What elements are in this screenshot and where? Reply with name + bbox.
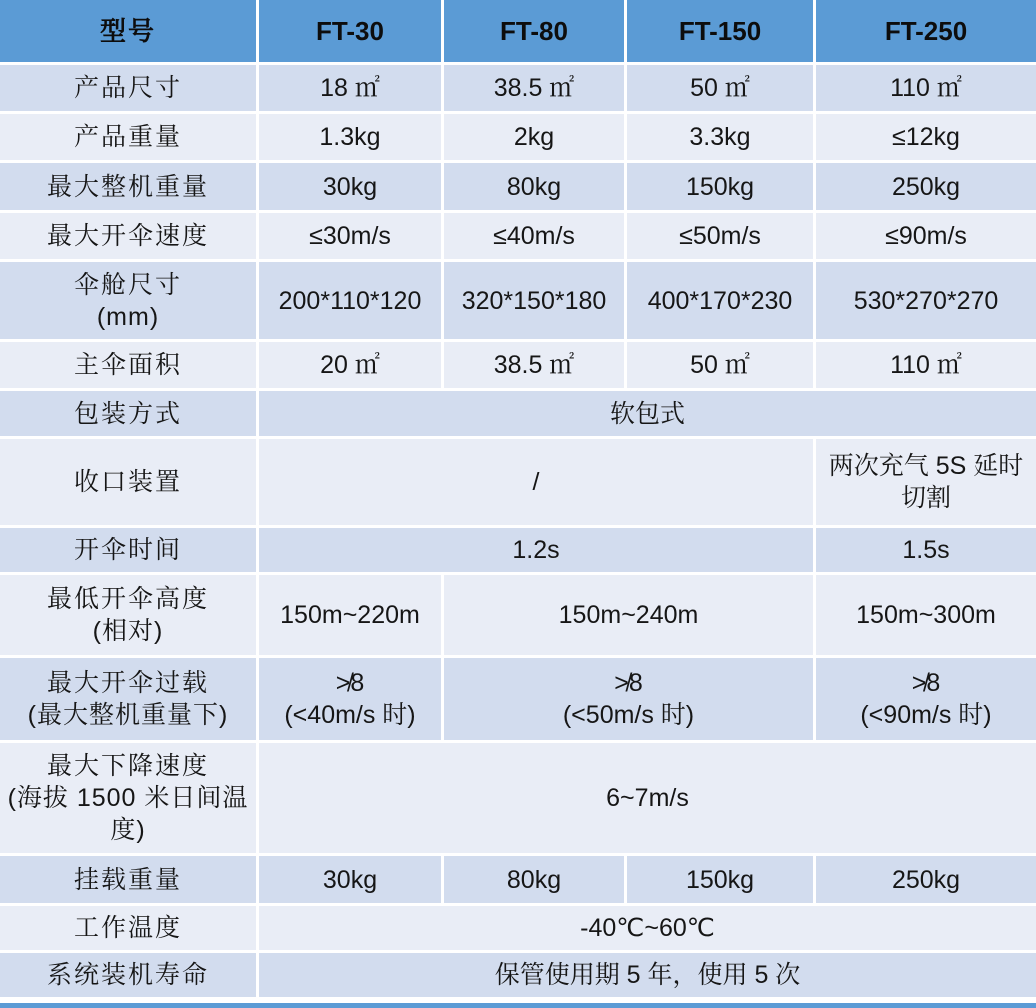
spec-value-cell bbox=[816, 342, 1036, 388]
spec-row-label-subtext: (最大整机重量下) bbox=[27, 701, 229, 729]
table-row bbox=[0, 528, 1036, 572]
spec-value-cell bbox=[627, 163, 813, 210]
header-ft250-text: FT-250 bbox=[884, 16, 968, 46]
spec-value-cell bbox=[816, 213, 1036, 259]
spec-value-cell bbox=[816, 575, 1036, 655]
spec-value-text: 200*110*120 bbox=[278, 286, 422, 315]
spec-value-cell bbox=[816, 65, 1036, 111]
spec-value-text: 400*170*230 bbox=[647, 286, 793, 315]
spec-value-subtext: (<90m/s 时) bbox=[860, 701, 992, 729]
spec-value-cell bbox=[444, 342, 624, 388]
spec-value-text: 110 ㎡ bbox=[890, 74, 962, 102]
table-row bbox=[0, 114, 1036, 160]
spec-value-text: 110 ㎡ bbox=[890, 351, 962, 379]
spec-row-label-text: 工作温度 bbox=[73, 914, 182, 942]
spec-value-cell bbox=[816, 163, 1036, 210]
spec-value-text: 150m~240m bbox=[558, 601, 699, 629]
spec-value-subtext: (<40m/s 时) bbox=[284, 701, 416, 729]
spec-value-text: 1.3kg bbox=[319, 123, 381, 151]
spec-value-cell bbox=[444, 65, 624, 111]
spec-row-label-text: 收口装置 bbox=[73, 468, 182, 496]
spec-value-text: ≯8 bbox=[335, 669, 365, 697]
spec-value-text: 1.5s bbox=[902, 536, 950, 564]
table-row bbox=[0, 342, 1036, 388]
spec-value-cell bbox=[259, 391, 1036, 436]
table-row bbox=[0, 391, 1036, 436]
spec-value-text: 软包式 bbox=[609, 399, 685, 428]
spec-value-cell bbox=[444, 114, 624, 160]
spec-value-text: ≤30m/s bbox=[309, 222, 391, 250]
spec-value-cell bbox=[816, 262, 1036, 339]
table-row bbox=[0, 658, 1036, 740]
spec-row-label bbox=[0, 65, 256, 111]
spec-value-cell bbox=[444, 575, 813, 655]
spec-value-text: 两次充气 5S 延时切割 bbox=[828, 452, 1024, 512]
spec-value-text: 50 ㎡ bbox=[690, 351, 750, 379]
spec-value-text: 6~7m/s bbox=[606, 784, 689, 812]
spec-value-cell bbox=[816, 528, 1036, 572]
spec-value-cell bbox=[259, 342, 441, 388]
spec-value-text: 30kg bbox=[322, 172, 378, 201]
spec-value-text: 30kg bbox=[322, 865, 378, 894]
spec-row-label bbox=[0, 856, 256, 903]
spec-value-text: 50 ㎡ bbox=[690, 74, 750, 102]
spec-value-cell bbox=[444, 856, 624, 903]
spec-value-text: ≯8 bbox=[911, 669, 941, 697]
spec-value-text: 1.2s bbox=[512, 536, 560, 564]
spec-value-text: 3.3kg bbox=[689, 123, 751, 151]
spec-value-text: 18 ㎡ bbox=[320, 74, 380, 102]
spec-row-label-text: 伞舱尺寸 bbox=[73, 270, 182, 299]
spec-value-text: ≤40m/s bbox=[493, 222, 575, 250]
spec-row-label-text: 系统装机寿命 bbox=[46, 961, 209, 989]
spec-row-label bbox=[0, 262, 256, 339]
header-ft250 bbox=[816, 0, 1036, 62]
spec-value-text: ≤50m/s bbox=[679, 222, 761, 250]
spec-value-cell bbox=[259, 163, 441, 210]
spec-value-cell bbox=[259, 856, 441, 903]
header-ft150 bbox=[627, 0, 813, 62]
spec-value-text: / bbox=[532, 468, 540, 496]
spec-row-label bbox=[0, 953, 256, 997]
spec-value-cell bbox=[259, 528, 813, 572]
spec-row-label bbox=[0, 743, 256, 853]
table-row bbox=[0, 575, 1036, 655]
spec-value-subtext: (<50m/s 时) bbox=[562, 701, 695, 729]
table-row bbox=[0, 65, 1036, 111]
spec-value-text: 38.5 ㎡ bbox=[493, 74, 575, 102]
spec-value-text: 150kg bbox=[685, 172, 755, 201]
spec-value-text: ≤12kg bbox=[892, 123, 960, 151]
spec-value-text: 保管使用期 5 年，使用 5 次 bbox=[494, 961, 801, 989]
table-row bbox=[0, 213, 1036, 259]
spec-value-text: 150m~220m bbox=[280, 601, 420, 629]
spec-value-cell bbox=[259, 262, 441, 339]
spec-row-label-text: 主伞面积 bbox=[73, 351, 182, 379]
spec-value-text: 250kg bbox=[891, 172, 961, 201]
spec-value-cell bbox=[259, 114, 441, 160]
spec-value-cell bbox=[627, 65, 813, 111]
table-row bbox=[0, 163, 1036, 210]
spec-value-text: 38.5 ㎡ bbox=[493, 351, 575, 379]
spec-value-cell bbox=[259, 658, 441, 740]
table-row bbox=[0, 262, 1036, 339]
spec-value-cell bbox=[627, 856, 813, 903]
spec-value-cell bbox=[259, 906, 1036, 950]
spec-row-label bbox=[0, 906, 256, 950]
spec-row-label-text: 最大下降速度 bbox=[46, 752, 209, 780]
spec-value-cell bbox=[444, 213, 624, 259]
spec-row-label-text: 产品尺寸 bbox=[73, 74, 182, 102]
spec-value-text: 320*150*180 bbox=[461, 286, 607, 315]
spec-value-cell bbox=[259, 213, 441, 259]
table-row bbox=[0, 439, 1036, 525]
spec-row-label-text: 最大整机重量 bbox=[46, 172, 209, 201]
header-model-label-text: 型号 bbox=[99, 16, 156, 46]
header-ft150-text: FT-150 bbox=[678, 16, 762, 46]
spec-value-text: 20 ㎡ bbox=[320, 351, 380, 379]
table-row bbox=[0, 856, 1036, 903]
header-ft80-text: FT-80 bbox=[500, 16, 568, 46]
spec-value-cell bbox=[259, 953, 1036, 997]
header-ft80 bbox=[444, 0, 624, 62]
spec-row-label-subtext: (海拔 1500 米日间温度) bbox=[7, 784, 249, 844]
spec-row-label-text: 包装方式 bbox=[73, 399, 182, 428]
spec-row-label-text: 最大开伞过载 bbox=[46, 669, 209, 697]
spec-value-cell bbox=[627, 114, 813, 160]
table-row bbox=[0, 953, 1036, 997]
spec-row-label-text: 挂载重量 bbox=[73, 865, 182, 894]
spec-row-label bbox=[0, 528, 256, 572]
spec-value-cell bbox=[444, 658, 813, 740]
spec-value-cell bbox=[627, 342, 813, 388]
header-model-label bbox=[0, 0, 256, 62]
spec-value-text: 2kg bbox=[513, 123, 555, 151]
spec-row-label-subtext: (mm) bbox=[96, 302, 160, 331]
spec-value-cell bbox=[259, 65, 441, 111]
spec-value-cell bbox=[816, 658, 1036, 740]
spec-row-label bbox=[0, 439, 256, 525]
spec-row-label-text: 最低开伞高度 bbox=[46, 585, 209, 613]
spec-row-label bbox=[0, 575, 256, 655]
table-bottom-border bbox=[0, 1003, 1036, 1008]
spec-value-cell bbox=[259, 743, 1036, 853]
table-row bbox=[0, 906, 1036, 950]
spec-row-label-subtext: (相对) bbox=[92, 617, 164, 645]
spec-row-label-text: 产品重量 bbox=[73, 123, 182, 151]
spec-value-cell bbox=[627, 213, 813, 259]
spec-row-label bbox=[0, 391, 256, 436]
spec-value-text: 80kg bbox=[506, 865, 562, 894]
spec-value-text: 250kg bbox=[891, 865, 961, 894]
spec-value-text: -40℃~60℃ bbox=[580, 914, 715, 942]
spec-row-label bbox=[0, 114, 256, 160]
spec-value-cell bbox=[259, 575, 441, 655]
spec-row-label-text: 最大开伞速度 bbox=[46, 222, 209, 250]
spec-row-label bbox=[0, 213, 256, 259]
header-ft30 bbox=[259, 0, 441, 62]
spec-value-cell bbox=[816, 856, 1036, 903]
spec-value-text: 150kg bbox=[685, 865, 755, 894]
table-header-row bbox=[0, 0, 1036, 62]
spec-row-label bbox=[0, 658, 256, 740]
spec-value-cell bbox=[627, 262, 813, 339]
spec-value-cell bbox=[816, 439, 1036, 525]
spec-value-text: ≤90m/s bbox=[885, 222, 967, 250]
spec-value-text: ≯8 bbox=[614, 669, 643, 697]
spec-value-text: 150m~300m bbox=[856, 601, 996, 629]
spec-value-cell bbox=[259, 439, 813, 525]
spec-row-label bbox=[0, 163, 256, 210]
spec-value-cell bbox=[444, 262, 624, 339]
spec-value-text: 530*270*270 bbox=[853, 286, 999, 315]
spec-value-cell bbox=[816, 114, 1036, 160]
spec-row-label bbox=[0, 342, 256, 388]
header-ft30-text: FT-30 bbox=[316, 16, 384, 46]
table-row bbox=[0, 743, 1036, 853]
spec-row-label-text: 开伞时间 bbox=[73, 536, 182, 564]
spec-value-text: 80kg bbox=[506, 172, 562, 201]
spec-value-cell bbox=[444, 163, 624, 210]
